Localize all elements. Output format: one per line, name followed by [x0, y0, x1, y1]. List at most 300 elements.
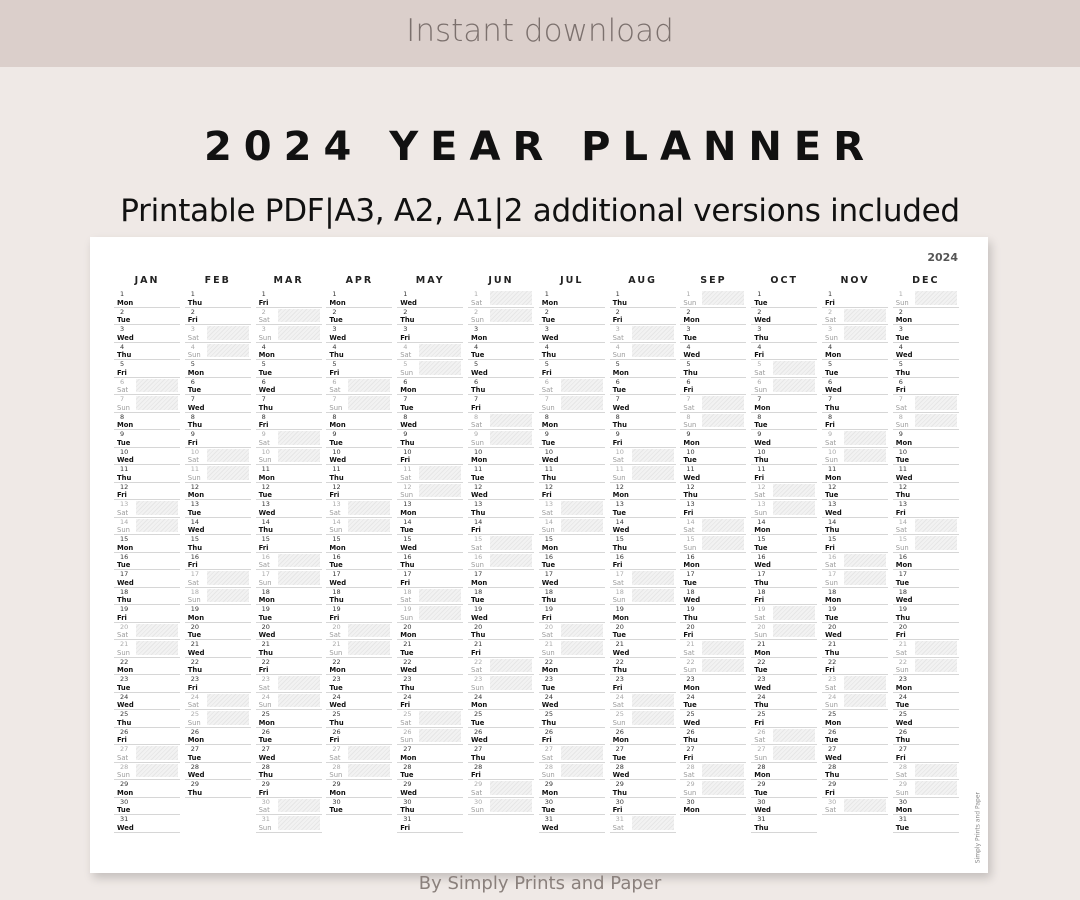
- day-cell: [610, 605, 676, 623]
- day-cell: [326, 710, 392, 728]
- weekday-label: Sun: [683, 543, 697, 552]
- weekday-label: Mon: [258, 596, 275, 604]
- day-cell: [539, 378, 605, 396]
- day-cell: [539, 588, 605, 606]
- day-number: 26: [757, 727, 766, 736]
- weekday-label: Sun: [117, 771, 130, 779]
- day-cell: [893, 815, 959, 833]
- day-number: 30: [544, 797, 554, 806]
- day-cell: [893, 780, 959, 798]
- day-number: 24: [190, 692, 200, 701]
- weekday-label: Thu: [400, 806, 415, 814]
- day-number: 30: [403, 797, 412, 806]
- day-cell: [468, 780, 534, 798]
- weekday-label: Thu: [895, 491, 911, 499]
- day-cell: [539, 395, 605, 413]
- day-number: 16: [544, 552, 554, 561]
- day-number: 7: [898, 395, 903, 403]
- day-number: 8: [190, 412, 195, 421]
- day-number: 16: [261, 552, 270, 561]
- weekday-label: Mon: [612, 491, 629, 499]
- day-number: 28: [757, 762, 766, 771]
- weekday-label: Sat: [329, 631, 341, 639]
- weekday-label: Thu: [541, 473, 557, 482]
- weekday-label: Mon: [825, 718, 842, 727]
- day-number: 1: [403, 290, 408, 298]
- day-cell: [185, 308, 251, 326]
- day-cell: [680, 325, 746, 343]
- weekday-label: Sun: [895, 421, 909, 429]
- day-number: 14: [190, 517, 200, 526]
- day-number: 15: [898, 535, 908, 543]
- day-number: 17: [403, 570, 412, 578]
- weekday-label: Mon: [329, 421, 346, 429]
- day-number: 12: [332, 482, 341, 491]
- weekday-label: Sun: [258, 701, 272, 709]
- weekday-label: Fri: [329, 491, 340, 499]
- weekday-label: Tue: [612, 508, 626, 517]
- day-number: 26: [686, 727, 695, 736]
- day-number: 22: [544, 657, 554, 666]
- day-number: 3: [757, 325, 762, 333]
- day-cell: [822, 553, 888, 571]
- day-number: 22: [757, 657, 766, 666]
- weekday-label: Thu: [612, 543, 627, 552]
- day-cell: [256, 553, 322, 571]
- day-number: 8: [757, 412, 762, 421]
- day-cell: [397, 308, 463, 326]
- day-number: 27: [120, 745, 129, 753]
- day-number: 12: [474, 482, 483, 491]
- day-number: 3: [474, 325, 479, 333]
- day-number: 2: [332, 307, 337, 316]
- day-cell: [610, 308, 676, 326]
- day-cell: [610, 728, 676, 746]
- day-cell: [397, 325, 463, 343]
- day-number: 16: [898, 552, 908, 561]
- weekday-label: Sun: [471, 806, 484, 814]
- day-number: 2: [190, 307, 195, 316]
- day-cell: [397, 518, 463, 536]
- weekday-label: Sat: [612, 823, 624, 832]
- day-number: 25: [403, 710, 412, 718]
- day-number: 8: [120, 412, 125, 421]
- day-number: 7: [686, 395, 691, 403]
- weekday-label: Wed: [541, 333, 559, 342]
- weekday-label: Sun: [895, 543, 909, 552]
- day-cell: [610, 623, 676, 641]
- month-name: AUG: [628, 275, 657, 286]
- day-cell: [822, 675, 888, 693]
- day-cell: [185, 325, 251, 343]
- day-number: 17: [757, 570, 766, 578]
- day-cell: [610, 710, 676, 728]
- day-number: 26: [120, 727, 129, 736]
- weekday-label: Fri: [683, 753, 694, 762]
- day-cell: [397, 343, 463, 361]
- day-cell: [468, 728, 534, 746]
- day-cell: [680, 308, 746, 326]
- weekday-label: Fri: [329, 368, 340, 377]
- weekday-label: Sat: [258, 683, 270, 692]
- day-number: 10: [757, 447, 766, 456]
- weekday-label: Wed: [541, 823, 559, 832]
- day-cell: [539, 465, 605, 483]
- day-number: 20: [474, 622, 483, 631]
- weekday-label: Mon: [683, 438, 700, 447]
- weekday-label: Thu: [895, 736, 911, 744]
- weekday-label: Sat: [400, 351, 412, 359]
- day-cell: [397, 605, 463, 623]
- month-name: APR: [345, 275, 374, 286]
- day-number: 8: [474, 412, 479, 421]
- day-cell: [468, 623, 534, 641]
- weekday-label: Wed: [329, 701, 347, 709]
- day-number: 15: [403, 535, 412, 543]
- weekday-label: Fri: [895, 508, 906, 517]
- day-number: 28: [686, 762, 695, 771]
- weekday-label: Mon: [895, 561, 913, 569]
- month-name: MAR: [273, 275, 304, 286]
- weekday-label: Thu: [258, 526, 273, 534]
- day-number: 18: [898, 587, 908, 596]
- day-number: 4: [332, 342, 337, 351]
- weekday-label: Sat: [683, 526, 695, 534]
- day-cell: [822, 500, 888, 518]
- day-number: 30: [828, 797, 837, 806]
- weekday-label: Wed: [895, 596, 913, 604]
- day-cell: [256, 623, 322, 641]
- weekday-label: Thu: [471, 508, 486, 517]
- weekday-label: Tue: [895, 823, 910, 832]
- day-number: 2: [686, 307, 691, 316]
- day-cell: [610, 483, 676, 501]
- weekday-label: Sun: [895, 298, 909, 307]
- day-number: 20: [686, 622, 695, 631]
- day-number: 11: [190, 465, 200, 473]
- weekday-label: Tue: [541, 316, 556, 324]
- day-number: 13: [332, 500, 341, 508]
- weekday-label: Sat: [258, 806, 270, 814]
- day-cell: [256, 763, 322, 781]
- day-number: 11: [615, 465, 624, 473]
- day-cell: [326, 728, 392, 746]
- day-cell: [893, 360, 959, 378]
- day-number: 31: [757, 815, 766, 823]
- weekday-label: Wed: [541, 456, 559, 464]
- day-number: 22: [403, 657, 412, 666]
- day-number: 4: [474, 342, 479, 351]
- day-cell: [539, 710, 605, 728]
- weekday-label: Fri: [541, 613, 552, 622]
- day-cell: [397, 483, 463, 501]
- weekday-label: Mon: [117, 421, 134, 429]
- day-number: 27: [190, 745, 200, 753]
- day-number: 20: [757, 622, 766, 631]
- weekday-label: Sun: [471, 438, 484, 447]
- day-number: 16: [686, 552, 695, 561]
- weekday-label: Wed: [258, 386, 276, 394]
- day-cell: [326, 290, 392, 308]
- day-cell: [397, 448, 463, 466]
- weekday-label: Tue: [117, 438, 131, 447]
- day-number: 19: [474, 605, 483, 613]
- day-number: 17: [332, 570, 341, 578]
- day-cell: [468, 588, 534, 606]
- day-number: 1: [474, 290, 479, 298]
- day-cell: [751, 360, 817, 378]
- day-cell: [751, 623, 817, 641]
- day-cell: [610, 500, 676, 518]
- day-cell: [397, 798, 463, 816]
- weekday-label: Thu: [187, 298, 203, 307]
- day-cell: [893, 658, 959, 676]
- weekday-label: Wed: [258, 753, 276, 762]
- day-cell: [256, 500, 322, 518]
- weekday-label: Fri: [471, 403, 481, 412]
- day-number: 11: [474, 465, 483, 473]
- day-number: 9: [261, 430, 266, 438]
- day-cell: [326, 343, 392, 361]
- day-cell: [539, 413, 605, 431]
- weekday-label: Fri: [825, 788, 835, 797]
- day-cell: [326, 588, 392, 606]
- weekday-label: Tue: [187, 631, 202, 639]
- weekday-label: Tue: [825, 613, 839, 622]
- day-number: 21: [120, 640, 129, 648]
- day-cell: [185, 465, 251, 483]
- day-number: 23: [757, 675, 766, 683]
- day-cell: [468, 448, 534, 466]
- day-cell: [893, 640, 959, 658]
- weekday-label: Sun: [754, 386, 768, 394]
- day-number: 5: [615, 360, 620, 368]
- day-cell: [822, 623, 888, 641]
- day-cell: [680, 500, 746, 518]
- day-number: 29: [615, 780, 624, 788]
- day-number: 6: [332, 377, 337, 386]
- day-number: 1: [544, 290, 549, 298]
- day-number: 3: [686, 325, 691, 333]
- day-number: 29: [190, 780, 200, 788]
- weekday-label: Mon: [471, 701, 488, 709]
- day-cell: [539, 693, 605, 711]
- day-cell: [893, 518, 959, 536]
- weekday-label: Sat: [471, 543, 483, 552]
- weekday-label: Fri: [683, 386, 694, 394]
- day-number: 5: [898, 360, 903, 368]
- day-cell: [114, 780, 180, 798]
- day-number: 9: [686, 430, 691, 438]
- weekday-label: Fri: [471, 771, 481, 779]
- day-number: 19: [828, 605, 837, 613]
- day-number: 12: [120, 482, 129, 491]
- day-number: 18: [261, 587, 270, 596]
- weekday-label: Thu: [541, 351, 557, 359]
- day-number: 30: [615, 797, 624, 806]
- day-number: 1: [190, 290, 195, 298]
- day-cell: [610, 658, 676, 676]
- weekday-label: Mon: [187, 491, 205, 499]
- day-number: 9: [120, 430, 125, 438]
- day-cell: [610, 448, 676, 466]
- weekday-label: Sun: [825, 578, 838, 587]
- weekday-label: Sat: [541, 631, 553, 639]
- day-cell: [610, 763, 676, 781]
- weekday-label: Sat: [187, 701, 199, 709]
- day-cell: [256, 658, 322, 676]
- weekday-label: Fri: [400, 333, 411, 342]
- weekday-label: Thu: [683, 491, 698, 499]
- day-cell: [610, 325, 676, 343]
- day-cell: [822, 780, 888, 798]
- weekday-label: Wed: [117, 456, 134, 464]
- day-number: 7: [403, 395, 408, 403]
- day-cell: [326, 483, 392, 501]
- day-number: 24: [544, 692, 554, 701]
- day-number: 4: [403, 342, 408, 351]
- day-cell: [539, 290, 605, 308]
- day-cell: [185, 570, 251, 588]
- day-number: 13: [615, 500, 624, 508]
- weekday-label: Sun: [400, 613, 414, 622]
- day-number: 26: [190, 727, 200, 736]
- weekday-label: Sun: [825, 701, 838, 709]
- day-cell: [893, 448, 959, 466]
- day-number: 2: [403, 307, 408, 316]
- weekday-label: Fri: [754, 718, 765, 727]
- day-number: 12: [544, 482, 554, 491]
- weekday-label: Mon: [754, 526, 771, 534]
- day-number: 6: [190, 377, 195, 386]
- day-cell: [185, 553, 251, 571]
- day-number: 27: [332, 745, 341, 753]
- day-cell: [822, 483, 888, 501]
- day-cell: [326, 675, 392, 693]
- day-number: 15: [544, 535, 554, 543]
- day-cell: [397, 640, 463, 658]
- weekday-label: Tue: [471, 473, 485, 482]
- day-cell: [468, 465, 534, 483]
- day-cell: [893, 728, 959, 746]
- weekday-label: Wed: [187, 771, 205, 779]
- weekday-label: Thu: [754, 333, 769, 342]
- day-number: 10: [615, 447, 624, 456]
- weekday-label: Wed: [754, 561, 771, 569]
- day-cell: [539, 798, 605, 816]
- weekday-label: Sun: [117, 403, 130, 412]
- weekday-label: Wed: [541, 578, 559, 587]
- day-cell: [822, 745, 888, 763]
- day-number: 29: [828, 780, 837, 788]
- weekday-label: Sun: [258, 333, 272, 342]
- day-number: 13: [828, 500, 837, 508]
- weekday-label: Mon: [400, 386, 417, 394]
- weekday-label: Sat: [895, 526, 907, 534]
- day-cell: [680, 395, 746, 413]
- day-number: 1: [757, 290, 762, 298]
- weekday-label: Sat: [541, 508, 553, 517]
- weekday-label: Thu: [612, 788, 627, 797]
- day-number: 3: [898, 325, 903, 333]
- day-number: 28: [474, 762, 483, 771]
- day-number: 26: [544, 727, 554, 736]
- weekday-label: Mon: [541, 298, 559, 307]
- day-number: 9: [474, 430, 479, 438]
- weekday-label: Fri: [825, 666, 835, 674]
- month-column-apr: [326, 271, 392, 815]
- day-cell: [610, 588, 676, 606]
- day-cell: [822, 535, 888, 553]
- weekday-label: Sun: [258, 578, 272, 587]
- day-cell: [822, 343, 888, 361]
- weekday-label: Wed: [471, 491, 488, 499]
- day-cell: [610, 395, 676, 413]
- month-name: JUN: [488, 275, 514, 286]
- weekday-label: Thu: [187, 543, 203, 552]
- day-cell: [256, 465, 322, 483]
- planner-subtitle: Printable PDF|A3, A2, A1|2 additional versions included: [120, 193, 960, 229]
- day-cell: [256, 693, 322, 711]
- day-cell: [680, 570, 746, 588]
- day-number: 7: [757, 395, 762, 403]
- weekday-label: Sat: [471, 421, 483, 429]
- weekday-label: Fri: [400, 701, 411, 709]
- day-cell: [256, 745, 322, 763]
- day-cell: [610, 360, 676, 378]
- day-cell: [114, 448, 180, 466]
- month-name: FEB: [204, 275, 231, 286]
- day-cell: [680, 763, 746, 781]
- weekday-label: Mon: [541, 788, 559, 797]
- day-cell: [114, 605, 180, 623]
- weekday-label: Wed: [612, 648, 630, 657]
- weekday-label: Mon: [258, 473, 275, 482]
- weekday-label: Tue: [258, 491, 272, 499]
- weekday-label: Mon: [329, 543, 346, 552]
- weekday-label: Sat: [400, 596, 412, 604]
- day-cell: [822, 763, 888, 781]
- day-cell: [185, 413, 251, 431]
- day-number: 21: [757, 640, 766, 648]
- weekday-label: Tue: [329, 438, 343, 447]
- day-number: 24: [261, 692, 270, 701]
- day-cell: [751, 395, 817, 413]
- weekday-label: Mon: [471, 456, 488, 464]
- weekday-label: Wed: [895, 718, 913, 727]
- weekday-label: Wed: [683, 473, 701, 482]
- day-number: 11: [120, 465, 129, 473]
- day-cell: [468, 710, 534, 728]
- weekday-label: Mon: [187, 368, 205, 377]
- day-cell: [610, 290, 676, 308]
- day-cell: [539, 675, 605, 693]
- day-cell: [610, 535, 676, 553]
- weekday-label: Sun: [329, 526, 343, 534]
- day-number: 8: [332, 412, 337, 421]
- weekday-label: Tue: [541, 438, 556, 447]
- day-number: 2: [898, 307, 903, 316]
- day-cell: [397, 535, 463, 553]
- weekday-label: Wed: [683, 596, 701, 604]
- weekday-label: Mon: [187, 736, 205, 744]
- day-number: 14: [828, 517, 837, 526]
- day-cell: [610, 745, 676, 763]
- day-number: 1: [261, 290, 266, 298]
- weekday-label: Thu: [541, 596, 557, 604]
- day-number: 1: [898, 290, 903, 298]
- day-number: 22: [190, 657, 200, 666]
